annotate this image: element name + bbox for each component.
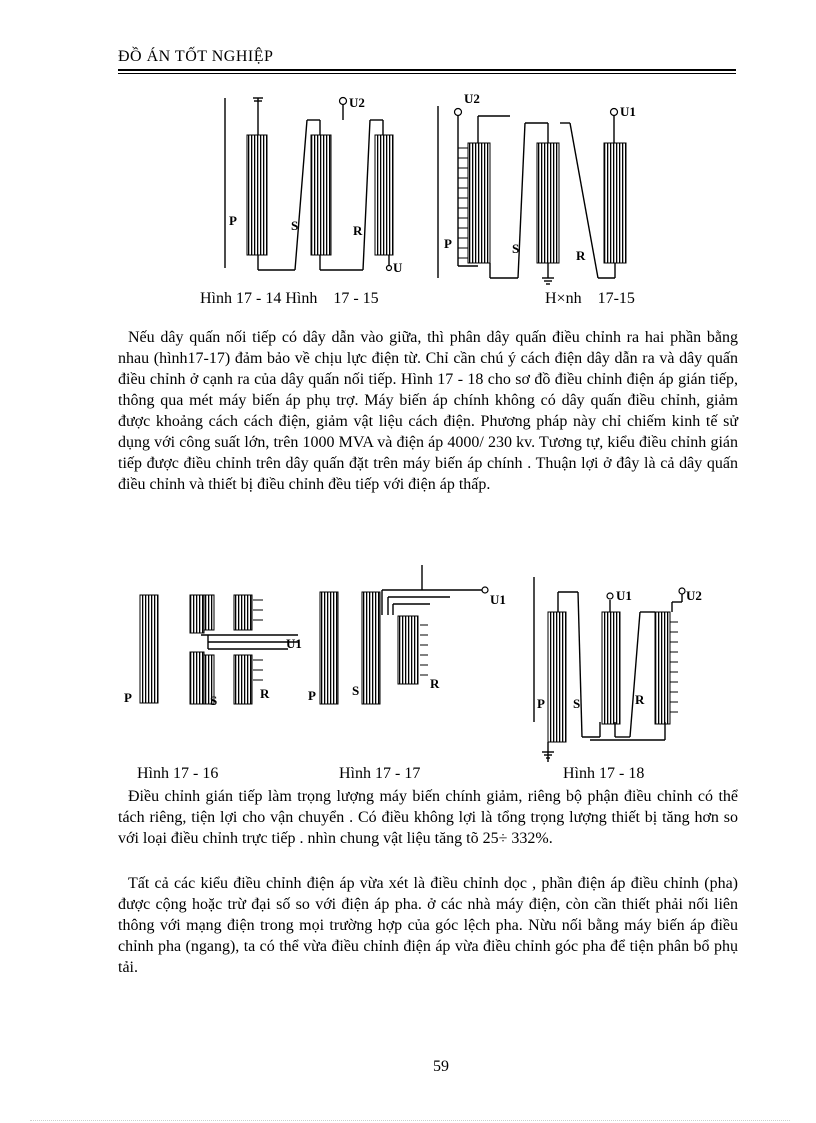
caption-top-left: Hình 17 - 14 Hình 17 - 15 <box>200 290 379 307</box>
document-header: ĐỒ ÁN TỐT NGHIỆP <box>118 48 274 65</box>
figure-17-18 <box>520 572 720 764</box>
label-r: R <box>635 692 645 707</box>
label-u1: U1 <box>620 104 636 119</box>
label-s: S <box>512 241 520 256</box>
label-p: P <box>308 688 316 703</box>
caption-17-18: Hình 17 - 18 <box>563 765 645 782</box>
label-u: U <box>393 260 403 275</box>
label-u2: U2 <box>464 91 480 106</box>
label-p: P <box>537 696 545 711</box>
label-s: S <box>573 696 581 711</box>
figure-17-16 <box>118 580 318 710</box>
label-u1: U1 <box>616 588 632 603</box>
caption-17-17: Hình 17 - 17 <box>339 765 421 782</box>
label-u1: U1 <box>490 592 506 607</box>
paragraph-3: Tất cả các kiểu điều chỉnh điện áp vừa xét là điều chỉnh dọc , phần điện áp điều chỉnh (pha) được cộng hoặc trừ đại số so với điện áp pha. ở các nhà máy điện, còn cần thiết phải nối liên thông với mạng điện trong mọi trường hợp của góc lệch pha. Nừu nối bằng máy biến áp điều chỉnh pha (ngang), ta có thể vừa điều chỉnh điện áp vừa điều chỉnh góc pha để tiện phân bổ phụ tải. <box>118 875 738 976</box>
label-s: S <box>291 218 299 233</box>
caption-top-right: H×nh 17-15 <box>545 290 635 307</box>
label-r: R <box>576 248 586 263</box>
figure-17-14 <box>215 90 430 290</box>
label-u2: U2 <box>349 95 365 110</box>
label-r: R <box>353 223 363 238</box>
label-r: R <box>260 686 270 701</box>
header-rule-thin <box>118 73 736 74</box>
label-r: R <box>430 676 440 691</box>
caption-17-16: Hình 17 - 16 <box>137 765 219 782</box>
figure-17-17 <box>300 560 515 710</box>
footer-divider <box>30 1120 790 1121</box>
label-p: P <box>444 236 452 251</box>
header-rule <box>118 69 736 71</box>
label-s: S <box>352 683 360 698</box>
label-p: P <box>229 213 237 228</box>
paragraph-2: Điều chỉnh gián tiếp làm trọng lượng máy biến chính giảm, riêng bộ phận điều chỉnh có thể tách riêng, tiện lợi cho vận chuyển . Có điều không lợi là tổng trọng lượng thiết bị tăng hơn so với loại điều chỉnh trực tiếp . nhìn chung vật liệu tăng tõ 25÷ 332%. <box>118 788 738 847</box>
label-u1: U1 <box>286 636 302 651</box>
paragraph-1: Nếu dây quấn nối tiếp có dây dẫn vào giữa, thì phân dây quấn điều chỉnh ra hai phần bằng nhau (hình17-17) đảm bảo về chịu lực điện từ. Chỉ cần chú ý cách điện dây dẫn ra và dây quấn điều chỉnh ở cạnh ra của dây quấn nối tiếp. Hình 17 - 18 cho sơ đồ điều chỉnh điện áp gián tiếp, thông qua mét máy biến áp phụ trợ. Máy biến áp chính không có dây quấn điều chỉnh, giảm được khoảng cách cách điện, giảm vật liệu cách điện. Phương pháp này chỉ chiếm kinh tế sử dụng với công suất lớn, trên 1000 MVA và điện áp 4000/ 230 kv. Tương tự, kiểu điều chỉnh gián tiếp được điều chỉnh trên dây quấn đặt trên máy biến áp chính . Thuận lợi ở đây là cả dây quấn điều chỉnh và thiết bị điều chỉnh đều tiếp với điện áp thấp. <box>118 329 738 493</box>
label-s: S <box>210 693 218 708</box>
page-number: 59 <box>433 1058 449 1075</box>
label-p: P <box>124 690 132 705</box>
figure-17-15 <box>430 88 660 288</box>
label-u2: U2 <box>686 588 702 603</box>
